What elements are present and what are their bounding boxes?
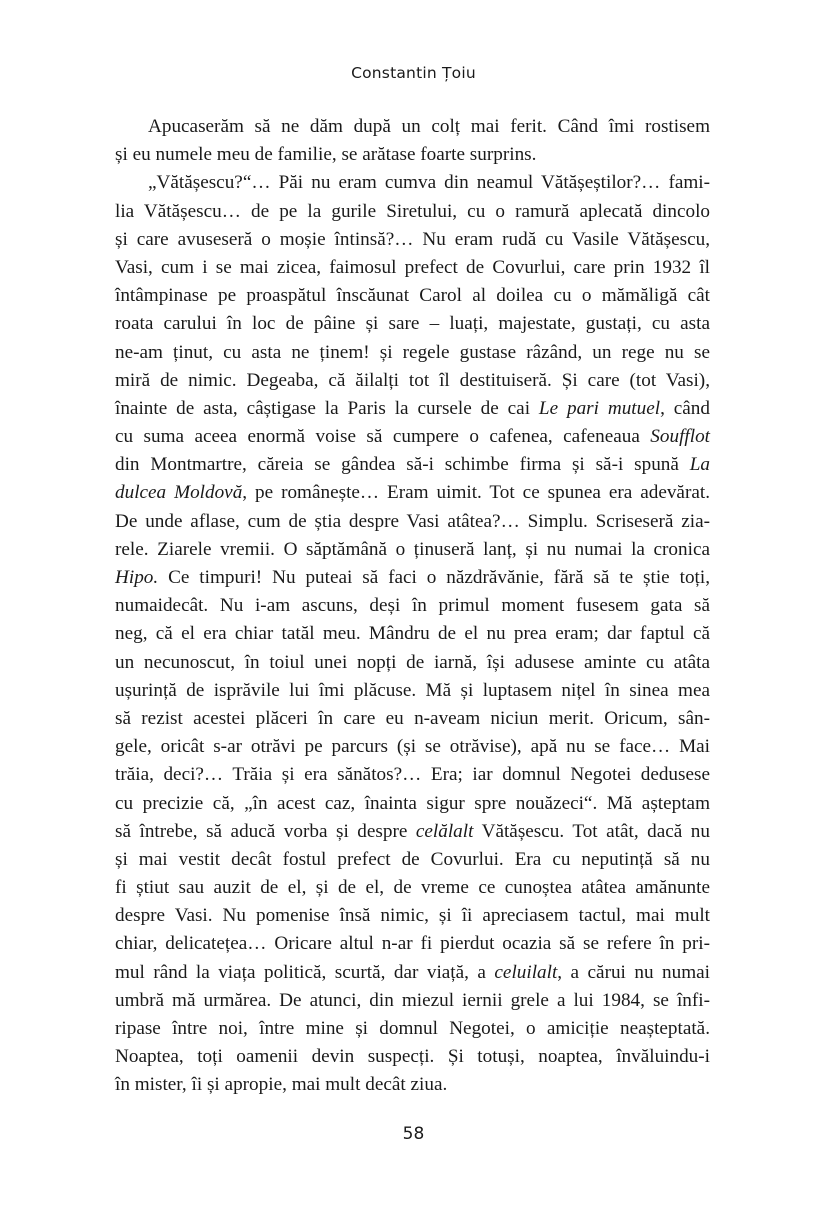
italic-text: celălalt — [415, 820, 474, 842]
text-segment: ușurință de isprăvile lui îmi plăcuse. Mă și luptasem nițel în sinea mea — [115, 679, 710, 701]
text-segment: ripase între noi, între mine și domnul Negotei, o amiciție neașteptată. — [115, 1018, 710, 1039]
text-line — [115, 930, 710, 958]
text-line — [115, 395, 710, 423]
text-segment: mul rând la viața politică, scurtă, dar viață, a — [115, 961, 495, 983]
text-line — [115, 226, 710, 254]
text-line — [115, 310, 710, 338]
text-segment: ne-am ținut, cu asta ne ținem! și regele gustase râzând, un rege nu se — [115, 341, 710, 363]
text-segment: gele, oricât s-ar otrăvi pe parcurs (și se otrăvise), apă nu se face… Mai — [115, 736, 710, 758]
text-segment: un necunoscut, în toiul unei nopți de iarnă, își adusese aminte cu atâta — [115, 651, 710, 673]
text-segment: fi știut sau auzit de el, și de el, de vreme ce cunoștea atâtea amănunte — [115, 877, 710, 899]
text-segment: și mai vestit decât fostul prefect de Covurlui. Era cu neputință să nu — [115, 848, 710, 870]
text-line — [115, 705, 710, 733]
text-segment: „Vătășescu?“… Păi nu eram cumva din neamul Vătășeștilor?… fami- — [148, 172, 710, 194]
text-line — [115, 592, 710, 620]
text-line — [115, 959, 710, 987]
italic-text: celuilalt — [494, 961, 558, 983]
text-segment: Ce timpuri! Nu puteai să faci o năzdrăvănie, fără să te știe toți, — [158, 567, 710, 588]
text-line — [115, 141, 710, 169]
text-line — [115, 254, 710, 282]
text-segment: Vătășescu. Tot atât, dacă nu — [473, 820, 710, 842]
text-segment: să rezist acestei plăceri în care eu n-aveam niciun merit. Oricum, sân- — [115, 707, 710, 729]
text-line — [115, 677, 710, 705]
text-line — [115, 198, 710, 226]
text-line — [115, 339, 710, 367]
text-line — [115, 902, 710, 930]
text-line — [115, 818, 710, 846]
page-number: 58 — [402, 1124, 425, 1144]
text-segment: și care avuseseră o moșie întinsă?… Nu eram rudă cu Vasile Vătășescu, — [115, 228, 710, 250]
text-segment: cu precizie că, „în acest caz, înainta sigur spre nouăzeci“. Mă așteptam — [115, 792, 710, 814]
text-line — [115, 1071, 710, 1099]
text-segment: trăia, deci?… Trăia și era sănătos?… Era; iar domnul Negotei dedusese — [115, 764, 710, 786]
body-text — [115, 113, 710, 1100]
italic-text: Le pari mutuel — [538, 397, 661, 419]
text-line — [115, 423, 710, 451]
text-segment: întâmpinase pe proaspătul înscăunat Carol al doilea cu o mămăligă cât — [115, 285, 710, 307]
text-line — [115, 508, 710, 536]
text-segment: în mister, îi și apropie, mai mult decât ziua. — [115, 1074, 448, 1096]
text-line — [115, 564, 710, 592]
italic-text: Hipo. — [115, 567, 159, 588]
text-segment: numaidecât. Nu i-am ascuns, deși în primul moment fusesem gata să — [115, 595, 710, 617]
text-segment: umbră mă urmărea. De atunci, din miezul iernii grele a lui 1984, se înfi- — [115, 989, 710, 1011]
text-line — [115, 1015, 710, 1043]
italic-text: Soufflot — [650, 426, 710, 448]
text-line — [115, 649, 710, 677]
text-line — [115, 620, 710, 648]
text-line — [115, 282, 710, 310]
text-line — [115, 733, 710, 761]
text-line — [115, 479, 710, 507]
text-line — [115, 1043, 710, 1071]
text-line — [115, 874, 710, 902]
text-segment: înainte de asta, câștigase la Paris la cursele de cai — [115, 397, 539, 419]
text-segment: cu suma aceea enormă voise să cumpere o cafenea, cafeneaua — [115, 426, 651, 448]
text-line — [115, 451, 710, 479]
text-line — [115, 987, 710, 1015]
text-segment: miră de nimic. Degeaba, că ăilalți tot îl destituiseră. Și care (tot Vasi), — [115, 369, 710, 391]
italic-text: dulcea Moldovă — [115, 482, 243, 504]
text-segment: despre Vasi. Nu pomenise însă nimic, și îi apreciasem tactul, mai mult — [115, 905, 710, 927]
text-segment: rele. Ziarele vremii. O săptămână o ținuseră lanț, și nu numai la cronica — [115, 538, 710, 560]
text-segment: Apucaserăm să ne dăm după un colț mai ferit. Când îmi rostisem — [148, 116, 710, 137]
text-line — [115, 761, 710, 789]
text-segment: neg, că el era chiar tatăl meu. Mândru de el nu prea eram; dar faptul că — [115, 623, 710, 645]
text-segment: Vasi, cum i se mai zicea, faimosul prefect de Covurlui, care prin 1932 îl — [115, 256, 710, 278]
text-segment: și eu numele meu de familie, se arătase foarte surprins. — [115, 144, 537, 166]
text-segment: din Montmartre, căreia se gândea să-i schimbe firma și să-i spună — [115, 454, 690, 476]
text-segment: lia Vătășescu… de pe la gurile Siretului, cu o ramură aplecată dincolo — [115, 200, 710, 222]
text-segment: , când — [660, 397, 710, 419]
text-segment: chiar, delicatețea… Oricare altul n-ar fi pierdut ocazia să se refere în pri- — [115, 933, 710, 955]
italic-text: La — [689, 454, 710, 476]
text-segment: , a cărui nu numai — [557, 961, 710, 983]
text-line — [115, 113, 710, 141]
running-header-author: Constantin Țoiu — [351, 64, 476, 82]
text-line — [115, 169, 710, 197]
text-segment: Noaptea, toți oamenii devin suspecți. Și totuși, noaptea, învăluindu-i — [115, 1046, 710, 1068]
text-segment: să întrebe, să aducă vorba și despre — [115, 820, 416, 842]
text-line — [115, 790, 710, 818]
text-segment: roata carului în loc de pâine și sare – luați, majestate, gustați, cu asta — [115, 313, 710, 335]
text-line — [115, 367, 710, 395]
text-segment: , pe românește… Eram uimit. Tot ce spunea era adevărat. — [242, 482, 710, 504]
text-line — [115, 536, 710, 564]
text-line — [115, 846, 710, 874]
text-segment: De unde aflase, cum de știa despre Vasi atâtea?… Simplu. Scriseseră zia- — [115, 510, 710, 532]
